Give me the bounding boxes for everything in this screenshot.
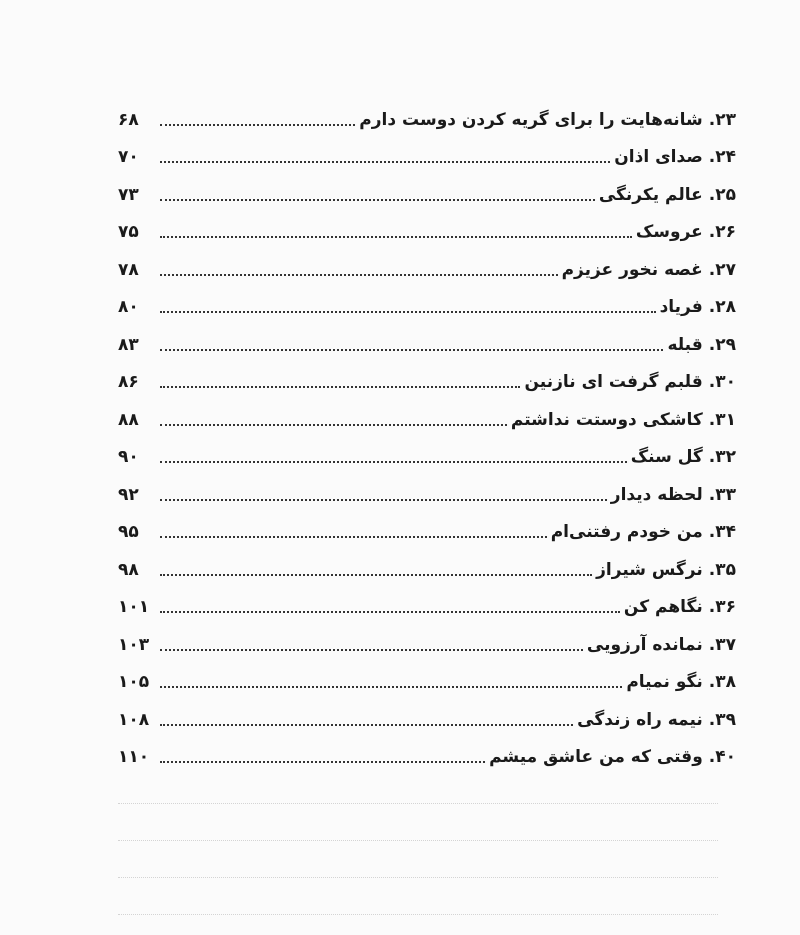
dot-leader [160,386,520,388]
toc-entry-page: ۹۵ [118,522,139,543]
toc-entry-heading [622,672,736,692]
bleed-through-line [118,877,718,878]
toc-entry-heading [620,597,736,617]
toc-entry-heading [592,560,736,580]
toc-entry [118,476,736,514]
toc-entry-heading [656,297,736,317]
toc-entry-title: لحظه دیدار [610,484,703,505]
toc-entry [118,401,736,439]
toc-entry-page: ۱۰۵ [118,672,150,693]
toc-entry-number: ۳۸. [708,672,736,693]
dot-leader [160,649,583,651]
toc-entry-title: شانه‌هایت را برای گریه کردن دوست دارم [359,109,703,130]
dot-leader [160,461,627,463]
toc-entry-number: ۳۴. [708,522,736,543]
dot-leader [160,424,507,426]
toc-entry [118,626,736,664]
toc-entry-page: ۱۱۰ [118,747,150,768]
toc-entry [118,101,736,139]
bleed-through-line [118,803,718,804]
toc-entry-number: ۳۰. [708,372,736,393]
toc-entry-number: ۳۲. [708,447,736,468]
bleed-through-line [118,840,718,841]
toc-entry [118,739,736,777]
toc-entry-title: نیمه راه زندگی [577,709,703,730]
toc-entry-title: غصه نخور عزیزم [561,259,703,280]
toc-entry-page: ۱۰۱ [118,597,150,618]
toc-entry-title: نمانده آرزویی [586,634,703,655]
toc-entry-page: ۷۳ [118,184,139,205]
toc-entry-heading [520,372,736,392]
toc-entry [118,176,736,214]
toc-entry-number: ۴۰. [708,747,736,768]
toc-entry-heading [573,710,736,730]
toc-entry [118,364,736,402]
toc-entry-page: ۱۰۸ [118,709,150,730]
dot-leader [160,724,573,726]
toc-entry-page: ۸۶ [118,372,139,393]
dot-leader [160,124,355,126]
toc-entry-title: نگاهم کن [623,597,703,618]
toc-entry-title: عروسک [635,222,703,243]
toc-entry-number: ۲۹. [708,334,736,355]
dot-leader [160,199,595,201]
toc-entry-number: ۳۶. [708,597,736,618]
toc-entry [118,589,736,627]
toc-entry-page: ۱۰۳ [118,634,150,655]
toc-entry-heading [610,147,736,167]
toc-entry-title: من خودم رفتنی‌ام [550,522,703,543]
toc-entry [118,139,736,177]
toc-entry-heading [583,635,736,655]
toc-entry-heading [485,747,736,767]
toc-entry-heading [632,222,736,242]
dot-leader [160,611,620,613]
dot-leader [160,161,610,163]
toc-entry-number: ۳۳. [708,484,736,505]
toc-entry-title: وقتی که من عاشق میشم [489,747,703,768]
toc-entry-heading [607,485,736,505]
toc-entry-heading [627,447,736,467]
toc-entry-page: ۸۸ [118,409,139,430]
toc-entry-title: قلبم گرفت ای نازنین [524,372,703,393]
dot-leader [160,236,632,238]
toc-entry-number: ۲۵. [708,184,736,205]
toc-entry-number: ۳۵. [708,559,736,580]
toc-entry-title: نرگس شیراز [596,559,703,580]
toc-entry-number: ۲۴. [708,147,736,168]
dot-leader [160,499,607,501]
toc-entry-number: ۲۸. [708,297,736,318]
toc-entry-page: ۷۵ [118,222,139,243]
toc-entry [118,439,736,477]
toc-entry-title: نگو نمیام [626,672,703,693]
toc-entry-page: ۹۸ [118,559,139,580]
table-of-contents [118,101,736,776]
toc-entry-number: ۲۷. [708,259,736,280]
toc-entry [118,251,736,289]
toc-entry-title: گل سنگ [630,447,703,468]
dot-leader [160,574,592,576]
toc-entry-number: ۲۶. [708,222,736,243]
toc-entry-heading [507,410,736,430]
toc-entry-number: ۲۳. [708,109,736,130]
toc-entry-title: صدای اذان [614,147,703,168]
toc-entry [118,214,736,252]
toc-entry-title: عالم یکرنگی [598,184,703,205]
toc-entry-page: ۷۰ [118,147,139,168]
toc-entry-heading [355,110,736,130]
toc-entry-title: کاشکی دوستت نداشتم [510,409,703,430]
toc-entry-heading [558,260,736,280]
toc-entry-page: ۸۰ [118,297,139,318]
toc-entry-title: قبله [667,334,703,355]
dot-leader [160,349,663,351]
dot-leader [160,311,656,313]
toc-entry-page: ۸۳ [118,334,139,355]
toc-entry-number: ۳۹. [708,709,736,730]
toc-entry-heading [663,335,736,355]
toc-entry [118,664,736,702]
toc-entry [118,551,736,589]
dot-leader [160,274,558,276]
dot-leader [160,536,547,538]
toc-entry-title: فریاد [659,297,703,318]
toc-entry-page: ۷۸ [118,259,139,280]
dot-leader [160,761,485,763]
toc-entry-page: ۹۰ [118,447,139,468]
toc-entry-page: ۶۸ [118,109,139,130]
toc-entry [118,514,736,552]
toc-entry-number: ۳۷. [708,634,736,655]
bleed-through-line [118,914,718,915]
toc-entry [118,289,736,327]
toc-entry-heading [595,185,736,205]
dot-leader [160,686,622,688]
toc-entry [118,701,736,739]
toc-entry-page: ۹۲ [118,484,139,505]
toc-entry-number: ۳۱. [708,409,736,430]
toc-entry [118,326,736,364]
toc-entry-heading [547,522,736,542]
